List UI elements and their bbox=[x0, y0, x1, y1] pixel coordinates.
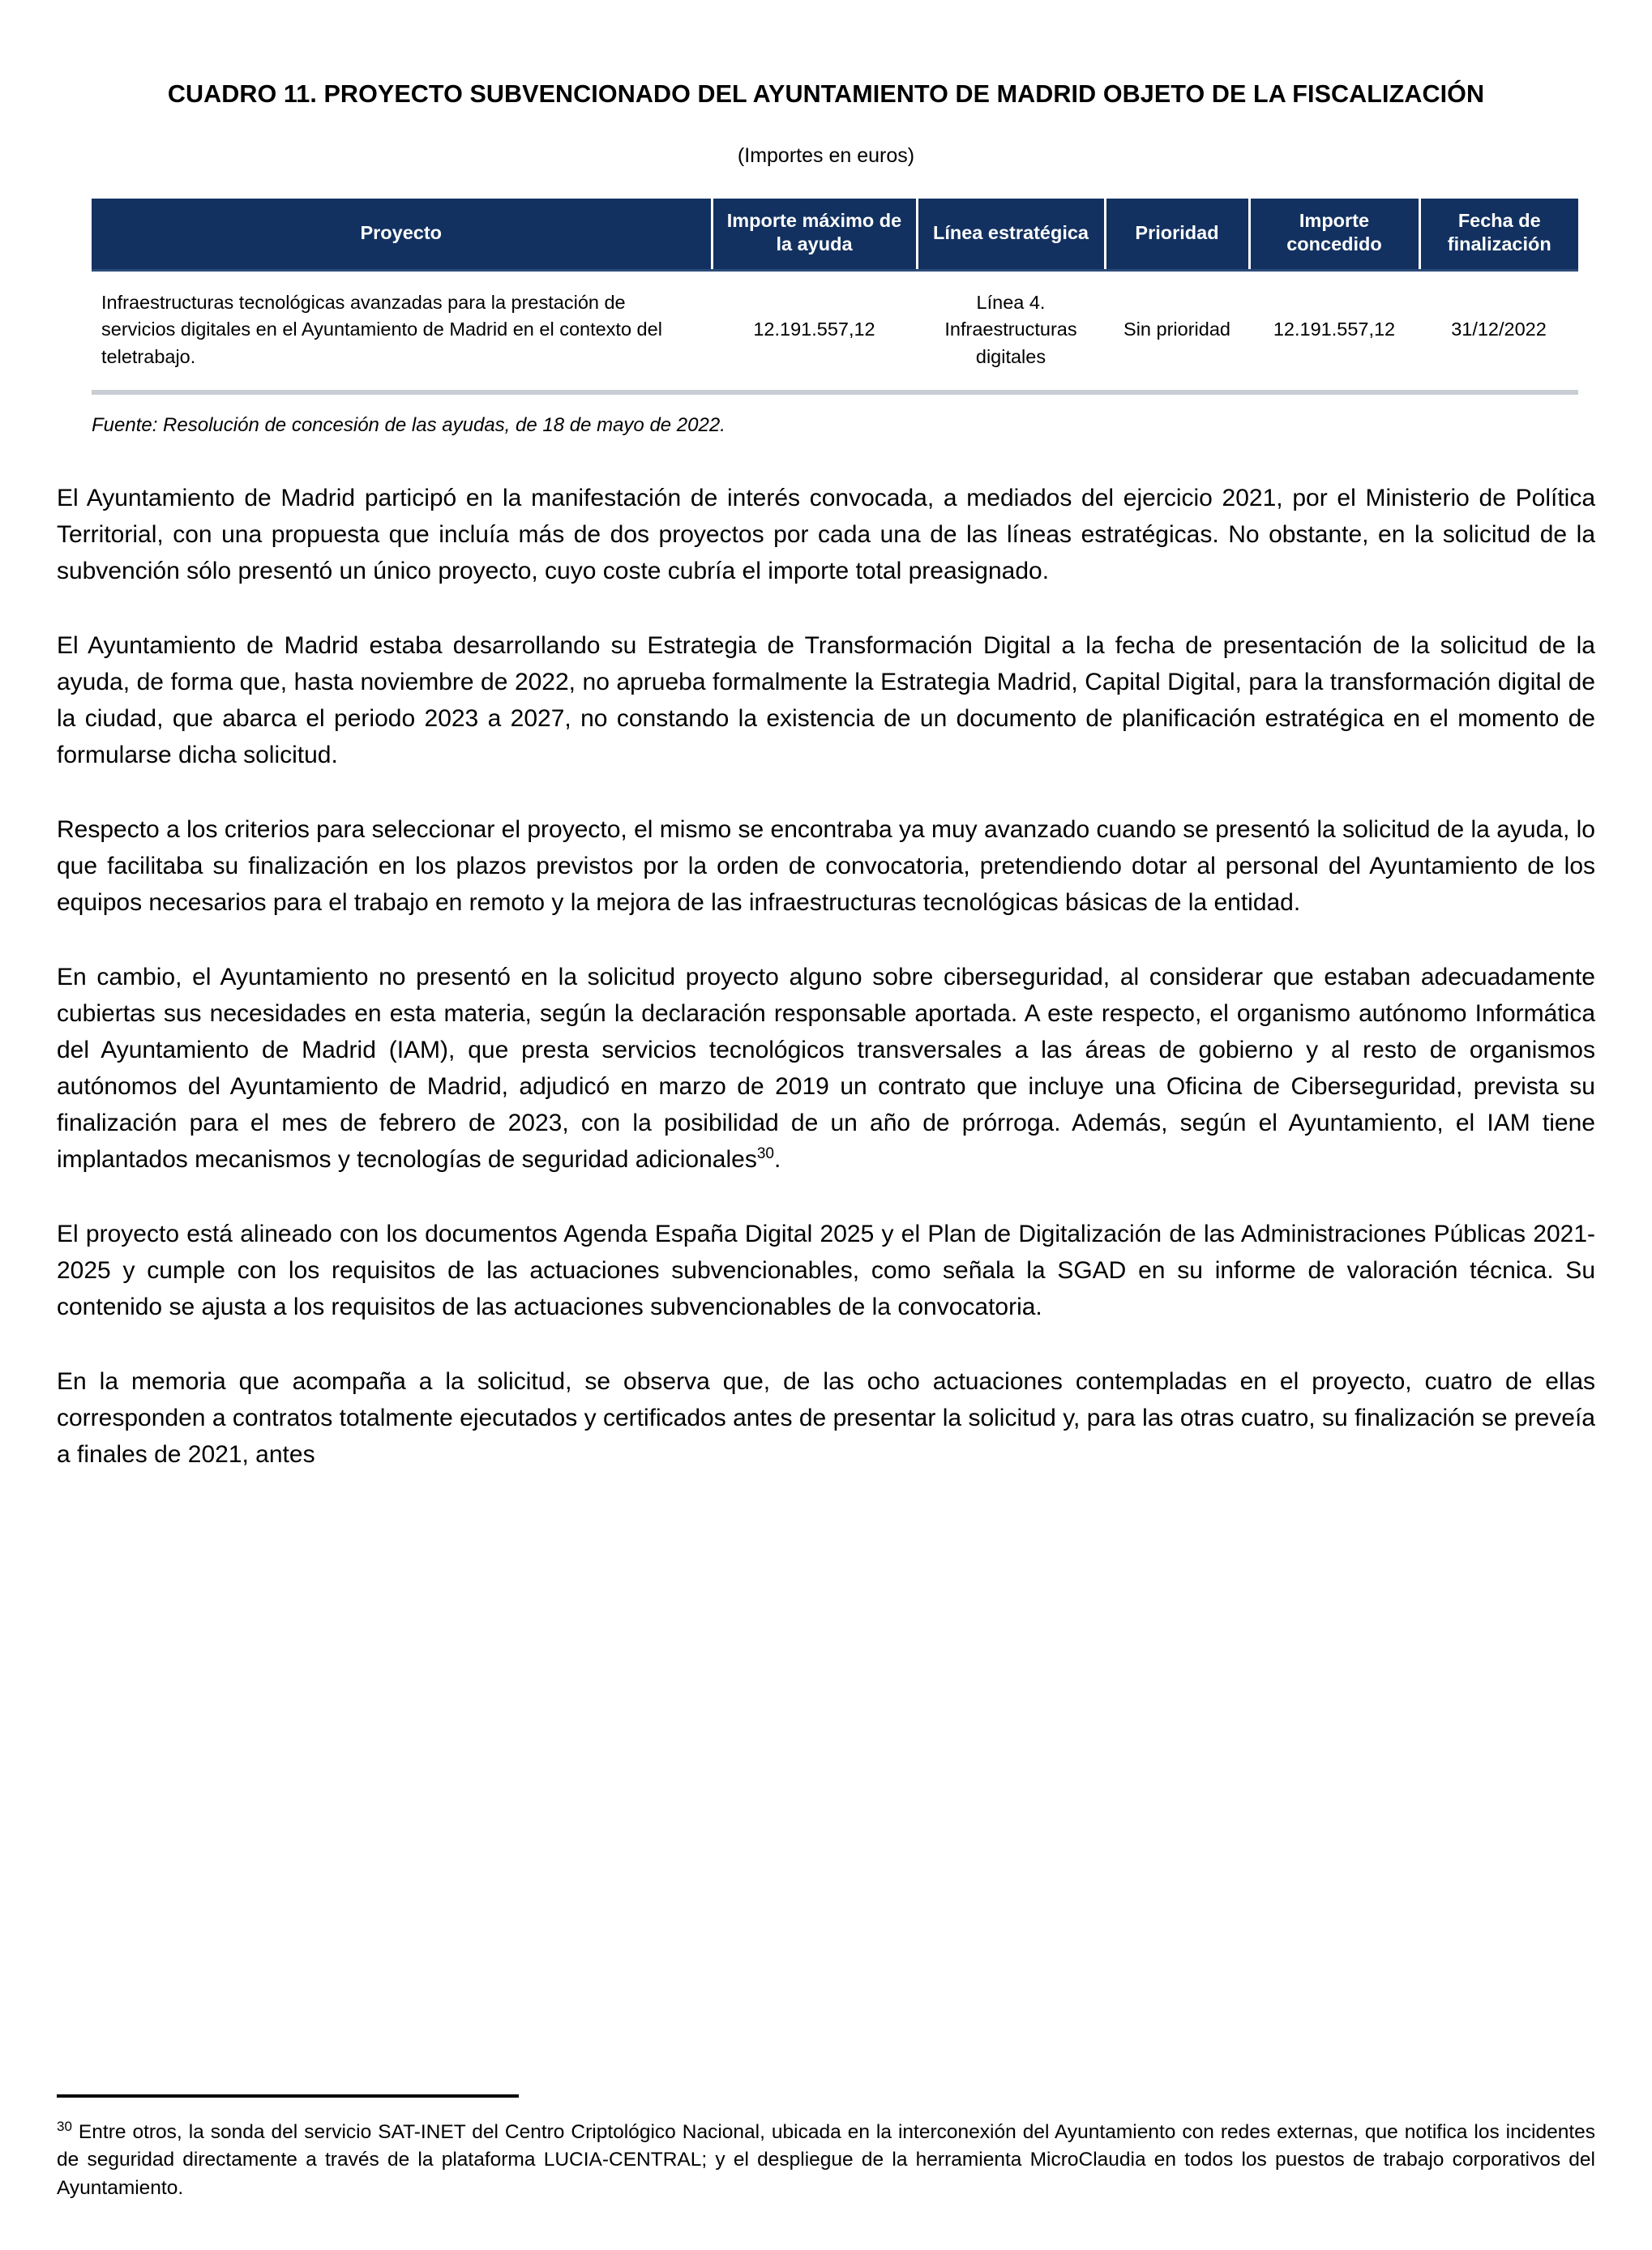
footnote-number: 30 bbox=[57, 2118, 72, 2134]
footnote-body-text: Entre otros, la sonda del servicio SAT-INET del Centro Criptológico Nacional, ubicada en la interconexión del Ayuntamiento con redes externas, que notifica los incidentes de seguridad directamente a través de la plataforma LUCIA-CENTRAL; y el despliegue de la herramienta MicroClaudia en todos los puestos de trabajo corporativos del Ayuntamiento. bbox=[57, 2120, 1595, 2200]
footnote-reference-marker[interactable]: 30 bbox=[756, 1145, 774, 1163]
cell-importe-maximo: 12.191.557,12 bbox=[712, 270, 917, 392]
cell-prioridad: Sin prioridad bbox=[1105, 270, 1249, 392]
footnote-separator-rule bbox=[57, 2094, 519, 2098]
body-copy bbox=[57, 480, 1595, 1473]
cuadro-11-table bbox=[92, 199, 1578, 395]
table-row bbox=[92, 270, 1578, 392]
paragraph-6: En la memoria que acompaña a la solicitud, se observa que, de las ocho actuaciones contempladas en el proyecto, cuatro de ellas corresponden a contratos totalmente ejecutados y certificados antes de presentar la solicitud y, para las otras cuatro, su finalización se preveía a finales de 2021, antes bbox=[57, 1368, 1595, 1469]
paragraph-2: El Ayuntamiento de Madrid estaba desarrollando su Estrategia de Transformación Digital a la fecha de presentación de la solicitud de la ayuda, de forma que, hasta noviembre de 2022, no aprueba formalmente la Estrategia Madrid, Capital Digital, para la transformación digital de la ciudad, que abarca el periodo 2023 a 2027, no constando la existencia de un documento de planificación estratégica en el momento de formularse dicha solicitud. bbox=[57, 632, 1595, 769]
page-title: CUADRO 11. PROYECTO SUBVENCIONADO DEL AYUNTAMIENTO DE MADRID OBJETO DE LA FISCALIZACIÓN bbox=[167, 80, 1485, 108]
column-header-proyecto: Proyecto bbox=[92, 199, 712, 271]
paragraph-4-tail: . bbox=[773, 1146, 781, 1174]
table-source-note: Fuente: Resolución de concesión de las ayudas, de 18 de mayo de 2022. bbox=[92, 414, 725, 437]
paragraph-1: El Ayuntamiento de Madrid participó en la manifestación de interés convocada, a mediados del ejercicio 2021, por el Ministerio de Política Territorial, con una propuesta que incluía más de dos proyectos por cada una de las líneas estratégicas. No obstante, en la solicitud de la subvención sólo presentó un único proyecto, cuyo coste cubría el importe total preasignado. bbox=[57, 485, 1595, 585]
column-header-importe-maximo: Importe máximo de la ayuda bbox=[712, 199, 917, 271]
paragraph-4-with-footnote bbox=[57, 959, 1595, 1178]
table-header-row bbox=[92, 199, 1578, 271]
column-header-prioridad: Prioridad bbox=[1105, 199, 1249, 271]
footnote-30 bbox=[57, 2119, 1595, 2203]
column-header-fecha-finalizacion: Fecha de finalización bbox=[1419, 199, 1578, 271]
footnote-area bbox=[57, 2094, 1595, 2203]
cell-fecha-finalizacion: 31/12/2022 bbox=[1419, 270, 1578, 392]
paragraph-3: Respecto a los criterios para seleccionar el proyecto, el mismo se encontraba ya muy avanzado cuando se presentó la solicitud de la ayuda, lo que facilitaba su finalización en los plazos previstos por la orden de convocatoria, pretendiendo dotar al personal del Ayuntamiento de los equipos necesarios para el trabajo en remoto y la mejora de las infraestructuras tecnológicas básicas de la entidad. bbox=[57, 816, 1595, 917]
table-container bbox=[57, 199, 1595, 395]
cell-proyecto: Infraestructuras tecnológicas avanzadas para la prestación de servicios digitales en el Ayuntamiento de Madrid en el contexto del teletrabajo. bbox=[92, 270, 712, 392]
cell-importe-concedido: 12.191.557,12 bbox=[1249, 270, 1419, 392]
paragraph-5: El proyecto está alineado con los documentos Agenda España Digital 2025 y el Plan de Digitalización de las Administraciones Públicas 2021-2025 y cumple con los requisitos de las actuaciones subvencionables, como señala la SGAD en su informe de valoración técnica. Su contenido se ajusta a los requisitos de las actuaciones subvencionables de la convocatoria. bbox=[57, 1221, 1595, 1321]
column-header-linea-estrategica: Línea estratégica bbox=[917, 199, 1105, 271]
title-block bbox=[57, 0, 1595, 169]
column-header-importe-concedido: Importe concedido bbox=[1249, 199, 1419, 271]
units-note: (Importes en euros) bbox=[737, 144, 915, 168]
cell-linea-estrategica: Línea 4. Infraestructuras digitales bbox=[917, 270, 1105, 392]
paragraph-4-text: En cambio, el Ayuntamiento no presentó en la solicitud proyecto alguno sobre ciberseguridad, al considerar que estaban adecuadamente cubiertas sus necesidades en esta materia, según la declaración responsable aportada. A este respecto, el organismo autónomo Informática del Ayuntamiento de Madrid (IAM), que presta servicios tecnológicos transversales a las áreas de gobierno y al resto de organismos autónomos del Ayuntamiento de Madrid, adjudicó en marzo de 2019 un contrato que incluye una Oficina de Ciberseguridad, prevista su finalización para el mes de febrero de 2023, con la posibilidad de un año de prórroga. Además, según el Ayuntamiento, el IAM tiene implantados mecanismos y tecnologías de seguridad adicionales bbox=[57, 964, 1595, 1174]
table-body bbox=[92, 270, 1578, 392]
table-header bbox=[92, 199, 1578, 271]
